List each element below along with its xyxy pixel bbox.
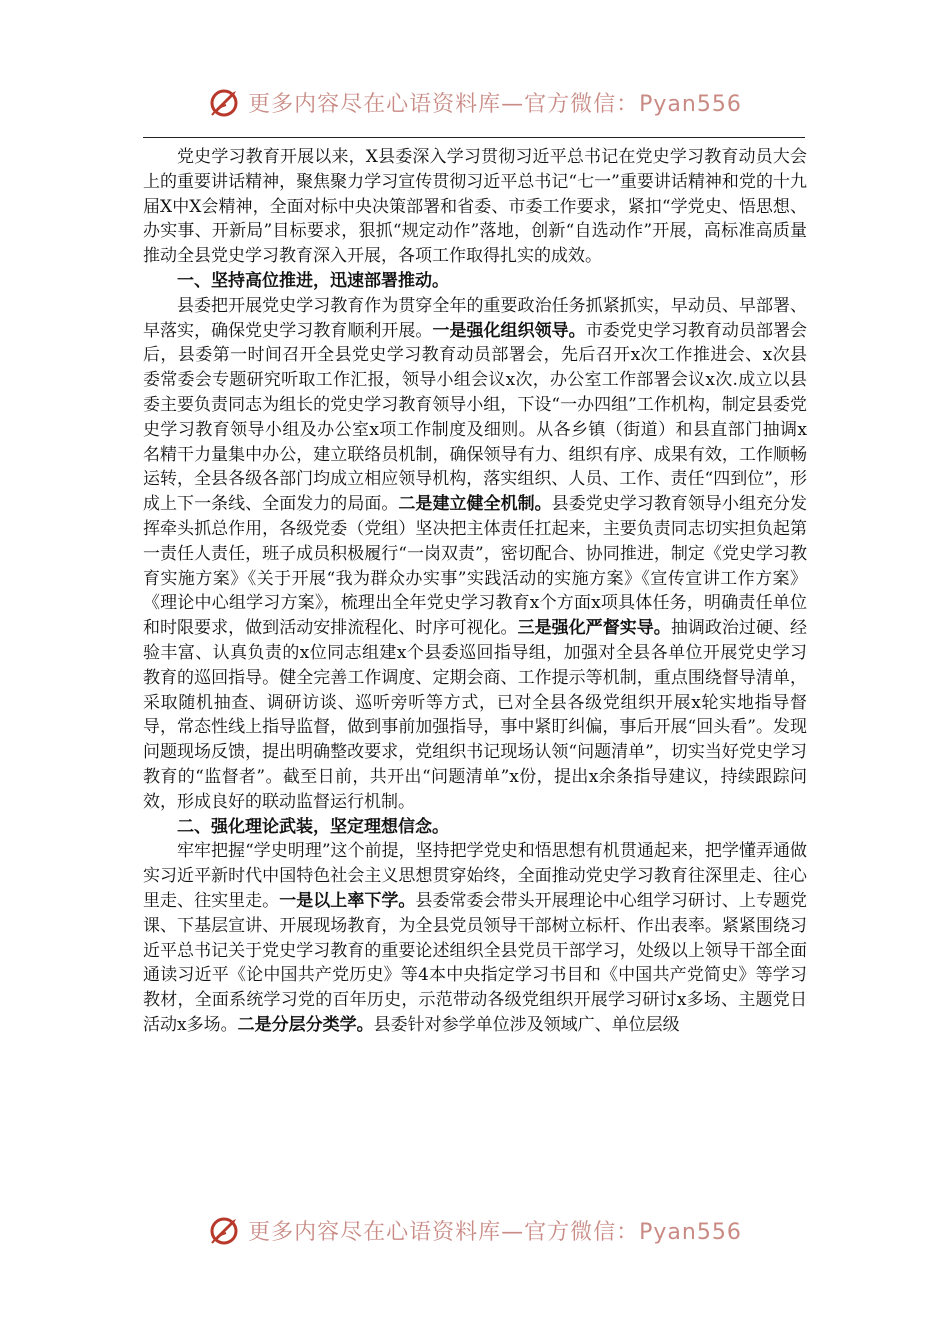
pen-swirl-logo-icon: [208, 85, 242, 119]
header-rule: [143, 137, 805, 138]
section1-point2-text: 县委党史学习教育领导小组充分发挥牵头抓总作用，各级党委（党组）坚决把主体责任扛起来，主要负责同志切实担负起第一责任人责任，班子成员积极履行“一岗双责”，密切配合、协同推进，制定《党史学习教育实施方案》《关于开展“我为群众办实事”实践活动的实施方案》《宣传宣讲工作方案》《理论中心组学习方案》，梳理出全年党史学习教育x个方面x项具体任务，明确责任单位和时限要求，做到活动安排流程化、时序可视化。: [143, 494, 808, 639]
section2-lead: 牢牢把握“学史明理”这个前提，坚持把学党史和悟思想有机贯通起来，把学懂弄通做实习近平新时代中国特色社会主义思想贯穿始终，全面推动党史学习教育往深里走、往心里走、往实里走。: [143, 841, 807, 911]
section1-point3-title: 三是强化严督实导。: [517, 618, 671, 639]
header-banner-text: 更多内容尽在心语资料库—官方微信：Pyan556: [248, 91, 742, 117]
intro-paragraph: 党史学习教育开展以来，X县委深入学习贯彻习近平总书记在党史学习教育动员大会上的重要讲话精神，聚焦聚力学习宣传贯彻习近平总书记“七一”重要讲话精神和党的十九届X中X会精神，全面对标中央决策部署和省委、市委工作要求，紧扣“学党史、悟思想、办实事、开新局”目标要求，狠抓“规定动作”落地，创新“自选动作”开展，高标准高质量推动全县党史学习教育深入开展，各项工作取得扎实的成效。: [143, 147, 807, 267]
section2-point1-title: 一是以上率下学。: [279, 890, 416, 911]
document-body: [143, 145, 807, 1038]
section1-point2-title: 二是建立健全机制。: [398, 494, 552, 515]
section1-point1-text: 市委党史学习教育动员部署会后，县委第一时间召开全县党史学习教育动员部署会，先后召开x次工作推进会、x次县委常委会专题研究听取工作汇报，领导小组会议x次，办公室工作部署会议x次.成立以县委主要负责同志为组长的党史学习教育领导小组，下设“一办四组”工作机构，制定县委党史学习教育领导小组及办公室x项工作制度及细则。从各乡镇（街道）和县直部门抽调x名精干力量集中办公，建立联络员机制，确保领导有力、组织有序、成果有效，工作顺畅运转，全县各级各部门均成立相应领导机构，落实组织、人员、工作、责任“四到位”，形成上下一条线、全面发力的局面。: [143, 320, 808, 515]
section2-paragraph: [143, 839, 807, 1037]
section2-point1-text: 县委常委会带头开展理论中心组学习研讨、上专题党课、下基层宣讲、开展现场教育，为全县党员领导干部树立标杆、作出表率。紧紧围绕习近平总书记关于党史学习教育的重要论述组织全县党员干部学习，处级以上领导干部全面通读习近平《论中国共产党历史》等4本中央指定学习书目和《中国共产党简史》等学习教材，全面系统学习党的百年历史，示范带动各级党组织开展学习研讨x多场、主题党日活动x多场。: [143, 890, 808, 1035]
footer-banner-text: 更多内容尽在心语资料库—官方微信：Pyan556: [248, 1219, 742, 1245]
section1-point3-text: 抽调政治过硬、经验丰富、认真负责的x位同志组建x个县委巡回指导组，加强对全县各单位开展党史学习教育的巡回指导。健全完善工作调度、定期会商、工作提示等机制，重点围绕督导清单，采取随机抽查、调研访谈、巡听旁听等方式，已对全县各级党组织开展x轮实地指导督导，常态性线上指导监督，做到事前加强指导，事中紧盯纠偏，事后开展“回头看”。发现问题现场反馈，提出明确整改要求，党组织书记现场认领“问题清单”，切实当好党史学习教育的“监督者”。截至日前，共开出“问题清单”x份，提出x余条指导建议，持续跟踪问效，形成良好的联动监督运行机制。: [143, 618, 808, 812]
section1-point1-title: 一是强化组织领导。: [432, 320, 586, 341]
footer-banner: [0, 1206, 950, 1254]
section2-point2-title: 二是分层分类学。: [237, 1014, 374, 1035]
section2-point2-text: 县委针对参学单位涉及领域广、单位层级: [373, 1014, 680, 1035]
header-banner: [0, 78, 950, 126]
section1-heading: 一、坚持高位推进，迅速部署推动。: [177, 270, 449, 291]
pen-swirl-logo-icon: [208, 1213, 242, 1247]
section2-heading: 二、强化理论武装，坚定理想信念。: [177, 816, 449, 837]
section1-paragraph: [143, 294, 807, 815]
section1-lead: 县委把开展党史学习教育作为贯穿全年的重要政治任务抓紧抓实，早动员、早部署、早落实，确保党史学习教育顺利开展。: [143, 295, 807, 341]
